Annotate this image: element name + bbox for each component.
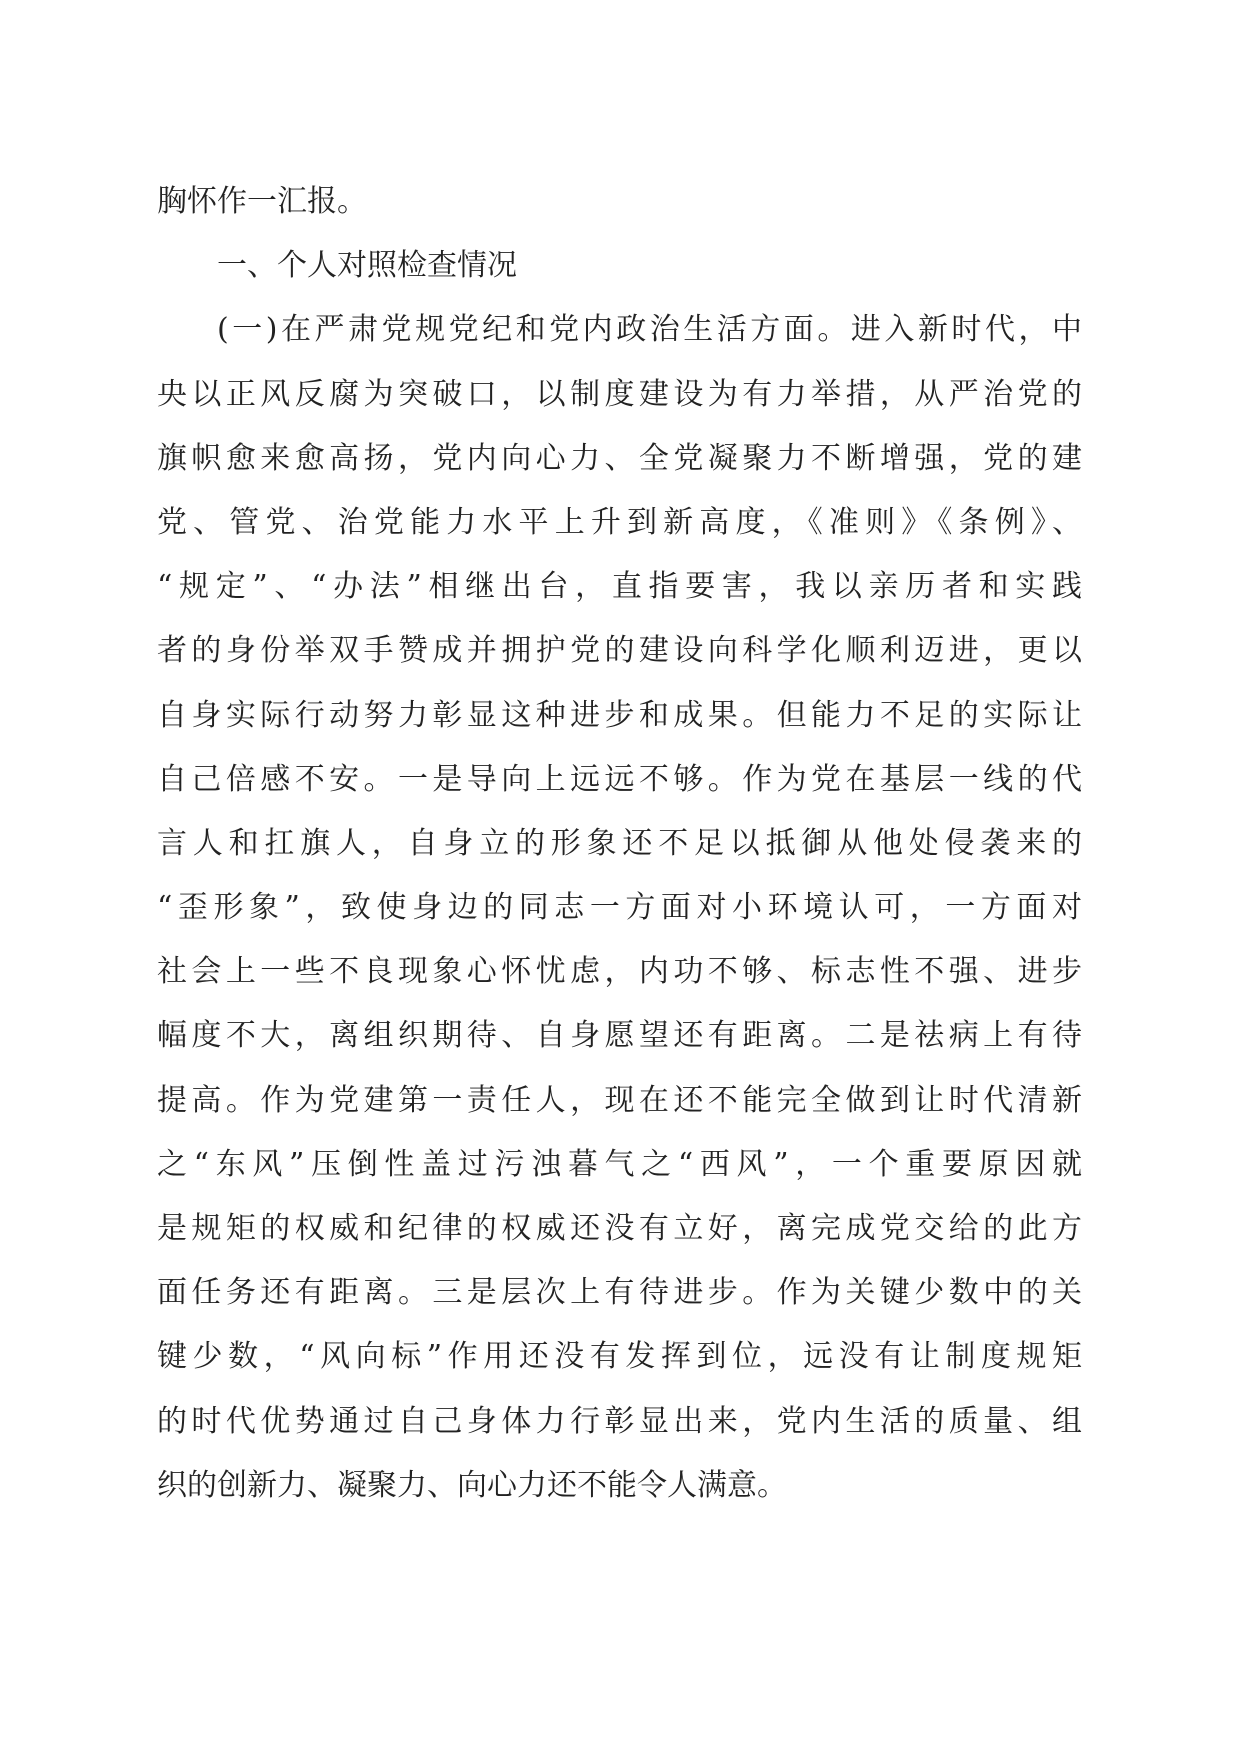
paragraph-line: 自己倍感不安。一是导向上远远不够。作为党在基层一线的代 xyxy=(157,761,1082,797)
paragraph-line: 言人和扛旗人，自身立的形象还不足以抵御从他处侵袭来的 xyxy=(157,825,1082,861)
paragraph-line: 之“东风”压倒性盖过污浊暮气之“西风”，一个重要原因就 xyxy=(157,1146,1082,1182)
paragraph-line: 幅度不大，离组织期待、自身愿望还有距离。二是祛病上有待 xyxy=(157,1018,1082,1054)
paragraph-line: (一)在严肃党规党纪和党内政治生活方面。进入新时代，中 xyxy=(217,312,1082,348)
paragraph-line: 键少数，“风向标”作用还没有发挥到位，远没有让制度规矩 xyxy=(157,1339,1082,1375)
paragraph-line: 织的创新力、凝聚力、向心力还不能令人满意。 xyxy=(157,1467,787,1503)
paragraph-line: 央以正风反腐为突破口，以制度建设为有力举措，从严治党的 xyxy=(157,376,1082,412)
document-body xyxy=(157,170,1082,1518)
paragraph-line: 旗帜愈来愈高扬，党内向心力、全党凝聚力不断增强，党的建 xyxy=(157,440,1082,476)
paragraph-line: 自身实际行动努力彰显这种进步和成果。但能力不足的实际让 xyxy=(157,697,1082,733)
opening-line: 胸怀作一汇报。 xyxy=(157,184,367,219)
paragraph-line: “规定”、“办法”相继出台，直指要害，我以亲历者和实践 xyxy=(157,569,1082,605)
section-heading: 一、个人对照检查情况 xyxy=(217,248,517,284)
paragraph-line: 党、管党、治党能力水平上升到新高度，《准则》《条例》、 xyxy=(157,504,1082,540)
paragraph-line: “歪形象”，致使身边的同志一方面对小环境认可，一方面对 xyxy=(157,890,1082,926)
paragraph-line: 是规矩的权威和纪律的权威还没有立好，离完成党交给的此方 xyxy=(157,1211,1082,1246)
paragraph xyxy=(157,298,1082,1518)
paragraph-line: 社会上一些不良现象心怀忧虑，内功不够、标志性不强、进步 xyxy=(157,954,1082,990)
paragraph-line: 提高。作为党建第一责任人，现在还不能完全做到让时代清新 xyxy=(157,1082,1082,1118)
paragraph-line: 面任务还有距离。三是层次上有待进步。作为关键少数中的关 xyxy=(157,1275,1082,1311)
paragraph-line: 的时代优势通过自己身体力行彰显出来，党内生活的质量、组 xyxy=(157,1403,1082,1439)
paragraph-line: 者的身份举双手赞成并拥护党的建设向科学化顺利迈进，更以 xyxy=(157,633,1082,669)
